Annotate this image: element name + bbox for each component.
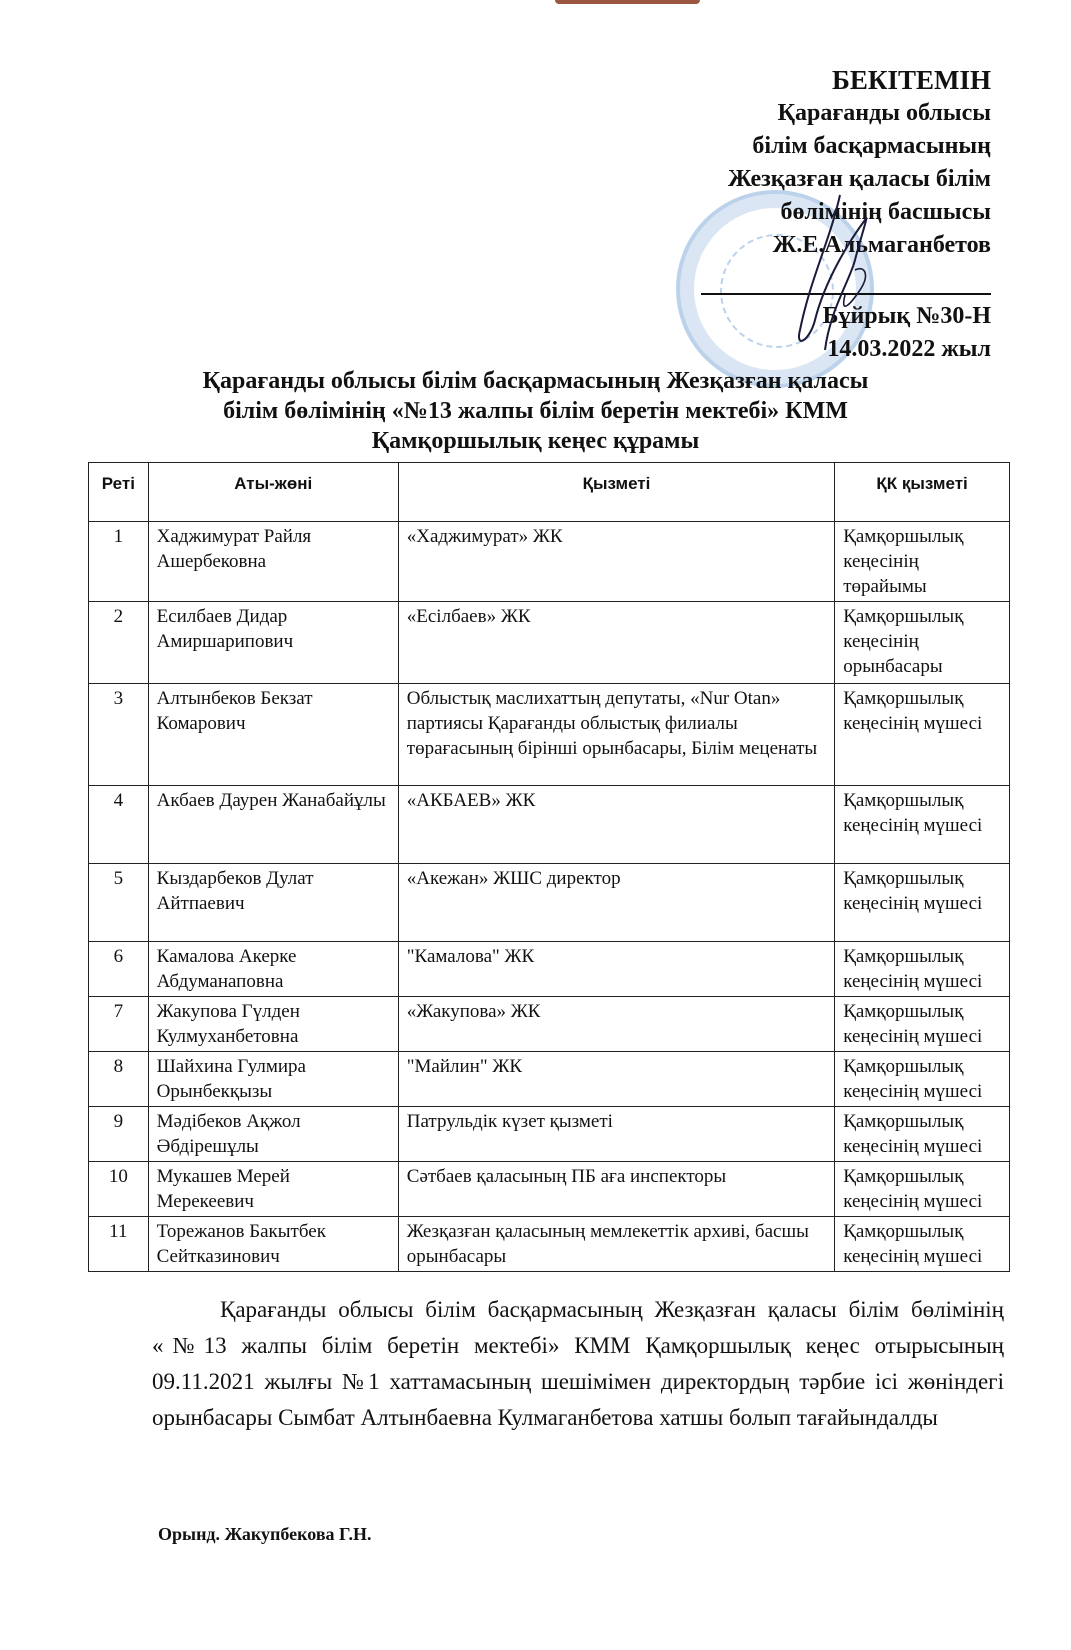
member-name: Жакупова Гүлден Кулмуханбетовна [148,997,398,1052]
executor-signature: Орынд. Жакупбекова Г.Н. [158,1524,372,1544]
table-row [89,602,1010,684]
table-row [89,786,1010,864]
member-name: Алтынбеков Бекзат Комарович [148,684,398,786]
council-role: Қамқоршылық кеңесінің мүшесі [835,1217,1010,1272]
approval-line: Жезқазған қаласы білім [727,166,991,192]
row-number: 1 [89,522,149,602]
member-name: Кыздарбеков Дулат Айтпаевич [148,864,398,942]
title-line-3: Қамқоршылық кеңес құрамы [371,428,700,454]
title-line-1: Қарағанды облысы білім басқармасының Жезқазған қаласы [202,368,869,394]
table-row [89,997,1010,1052]
table-row [89,1217,1010,1272]
approval-line: бөлімінің басшысы [780,199,991,225]
council-role: Қамқоршылық кеңесінің мүшесі [835,1107,1010,1162]
member-name: Акбаев Даурен Жанабайұлы [148,786,398,864]
table-row [89,864,1010,942]
row-number: 4 [89,786,149,864]
row-number: 7 [89,997,149,1052]
table-row [89,1052,1010,1107]
council-role: Қамқоршылық кеңесінің мүшесі [835,997,1010,1052]
table-header-row [89,463,1010,522]
member-name: Мәдібеков Ақжол Әбдірешұлы [148,1107,398,1162]
row-number: 2 [89,602,149,684]
table-row [89,942,1010,997]
member-position: «Жакупова» ЖК [398,997,834,1052]
approval-block [728,64,991,366]
row-number: 5 [89,864,149,942]
member-position: "Майлин" ЖК [398,1052,834,1107]
member-name: Шайхина Гулмира Орынбекқызы [148,1052,398,1107]
member-name: Мукашев Мерей Мерекеевич [148,1162,398,1217]
member-name: Торежанов Бакытбек Сейтказинович [148,1217,398,1272]
member-position: "Камалова" ЖК [398,942,834,997]
member-position: «АКБАЕВ» ЖК [398,786,834,864]
council-role: Қамқоршылық кеңесінің орынбасары [835,602,1010,684]
member-position: Сәтбаев қаласының ПБ аға инспекторы [398,1162,834,1217]
order-number: Бұйрық №30-Н [822,303,991,329]
row-number: 9 [89,1107,149,1162]
header-council-role: ҚК қызметі [835,463,1010,522]
member-position: Патрульдік күзет қызметі [398,1107,834,1162]
row-number: 8 [89,1052,149,1107]
council-role: Қамқоршылық кеңесінің төрайымы [835,522,1010,602]
order-date: 14.03.2022 жыл [827,336,991,362]
member-name: Есилбаев Дидар Амиршарипович [148,602,398,684]
member-position: Жезқазған қаласының мемлекеттік архиві, басшы орынбасары [398,1217,834,1272]
secretary-appointment-text: Қарағанды облысы білім басқармасының Жезқазған қаласы білім бөлімінің «№13 жалпы білім беретін мектебі» КММ Қамқоршылық кеңес отырысының 09.11.2021 жылғы №1 хаттамасының шешімімен директордың тәрбие ісі жөніндегі орынбасары Сымбат Алтынбаевна Кулмаганбетова хатшы болып тағайындалды [152,1297,1004,1430]
header-position: Қызметі [398,463,834,522]
approval-heading: БЕКІТЕМІН [832,65,991,95]
table-row [89,522,1010,602]
row-number: 6 [89,942,149,997]
approval-signatory: Ж.Е.Альмаганбетов [772,232,991,258]
council-role: Қамқоршылық кеңесінің мүшесі [835,786,1010,864]
header-name: Аты-жөні [148,463,398,522]
council-role: Қамқоршылық кеңесінің мүшесі [835,942,1010,997]
top-edge-mark [555,0,700,4]
member-position: «Хаджимурат» ЖК [398,522,834,602]
row-number: 10 [89,1162,149,1217]
member-position: Облыстық маслихаттың депутаты, «Nur Otan» партиясы Қарағанды облыстық филиалы төрағасының бірінші орынбасары, Білім меценаты [398,684,834,786]
member-name: Хаджимурат Райля Ашербековна [148,522,398,602]
member-name: Камалова Акерке Абдуманаповна [148,942,398,997]
title-line-2: білім бөлімінің «№13 жалпы білім беретін мектебі» КММ [223,398,848,424]
council-role: Қамқоршылық кеңесінің мүшесі [835,684,1010,786]
member-position: «Акежан» ЖШС директор [398,864,834,942]
council-role: Қамқоршылық кеңесінің мүшесі [835,1052,1010,1107]
table-row [89,1107,1010,1162]
table-row [89,684,1010,786]
approval-line: Қарағанды облысы [777,100,991,126]
document-title [0,366,1071,456]
row-number: 3 [89,684,149,786]
row-number: 11 [89,1217,149,1272]
header-number: Реті [89,463,149,522]
council-role: Қамқоршылық кеңесінің мүшесі [835,864,1010,942]
member-position: «Есілбаев» ЖК [398,602,834,684]
council-members-table [88,462,1010,1272]
table-row [89,1162,1010,1217]
signature-line [701,293,991,295]
approval-line: білім басқармасының [752,133,991,159]
council-role: Қамқоршылық кеңесінің мүшесі [835,1162,1010,1217]
